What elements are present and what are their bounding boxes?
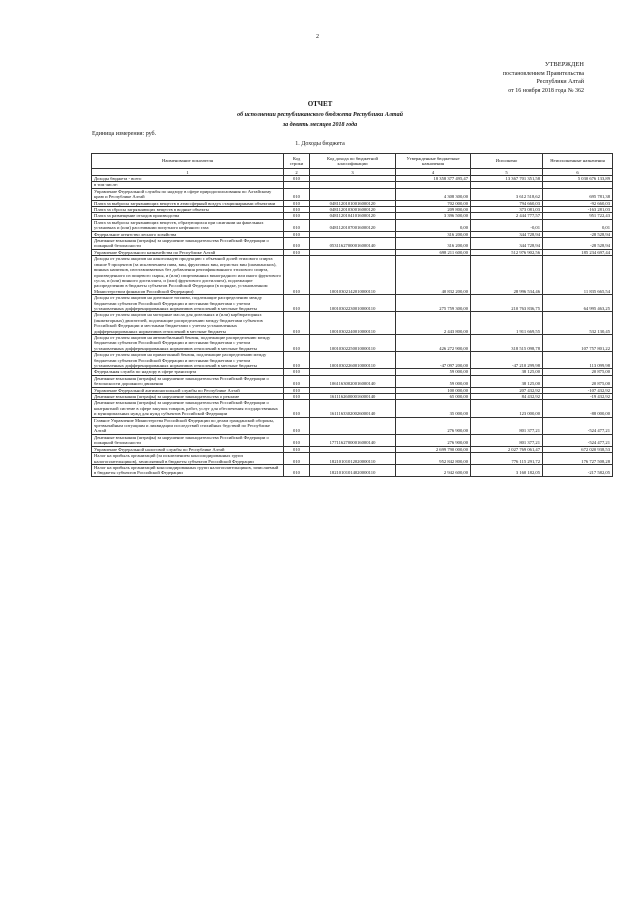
section-heading: 1. Доходы бюджета [295, 141, 345, 147]
approval-line: постановлением Правительства [502, 70, 584, 77]
row-name: Плата за выбросы загрязняющих веществ, образующихся при сжигании на факельных установках и (или) рассеивании попутного нефтяного газа [92, 219, 284, 231]
row-kbk: 10611630020016000140 [310, 375, 396, 387]
row-code: 010 [284, 312, 310, 335]
row-remaining: 185 234 697,44 [543, 249, 613, 255]
row-remaining: -88 000,00 [543, 400, 613, 417]
row-kbk: 04811201010016000120 [310, 200, 396, 206]
row-name: Федеральная служба по надзору в сфере транспорта [92, 369, 284, 375]
row-code: 010 [284, 394, 310, 400]
table-row [92, 375, 613, 387]
row-executed: 2 444 777,57 [471, 213, 543, 219]
table-row [92, 334, 613, 351]
row-remaining: 672 020 938,53 [543, 446, 613, 452]
row-remaining: 20 875,00 [543, 369, 613, 375]
row-approved: 276 900,00 [396, 434, 471, 446]
column-header: Исполнено [471, 154, 543, 169]
row-approved: 4 308 300,00 [396, 188, 471, 200]
row-executed: 801 377,21 [471, 417, 543, 434]
row-executed: 123 000,00 [471, 400, 543, 417]
table-row [92, 188, 613, 200]
row-executed: 38 125,00 [471, 375, 543, 387]
column-number: 5 [471, 169, 543, 176]
row-approved: 276 900,00 [396, 417, 471, 434]
row-name: в том числе: [92, 182, 284, 188]
row-executed: 373 081,03 [471, 207, 543, 213]
row-remaining: 176 727 508,28 [543, 453, 613, 465]
row-remaining: 695 781,38 [543, 188, 613, 200]
row-name: Доходы от уплаты акцизов на дизельное топливо, подлежащие распределению между бюджетами субъектов Российской Федерации и местными бюджетами с учетом установленных дифференцированных нормативов отчислений в местные бюджеты [92, 295, 284, 312]
row-kbk: 17711627000016000140 [310, 434, 396, 446]
row-executed: 84 432,92 [471, 394, 543, 400]
row-code: 010 [284, 464, 310, 476]
row-remaining: 113 099,98 [543, 352, 613, 369]
row-kbk: 04811201041016000120 [310, 213, 396, 219]
report-subtitle: об исполнении республиканского бюджета Республики Алтай [237, 112, 403, 118]
report-title: ОТЧЕТ [307, 100, 333, 108]
row-code: 010 [284, 400, 310, 417]
row-approved: 698 211 600,00 [396, 249, 471, 255]
column-number: 1 [92, 169, 284, 176]
row-executed: 801 377,21 [471, 434, 543, 446]
row-code: 010 [284, 369, 310, 375]
row-kbk: 10010302230010000110 [310, 295, 396, 312]
row-kbk: 10010302142010000110 [310, 256, 396, 295]
row-executed: 3 160 182,05 [471, 464, 543, 476]
row-name: Доходы от уплаты акцизов на моторные масла для дизельных и (или) карбюраторных (инжекторных) двигателей, подлежащие распределению между бюджетами субъектов Российской Федерации и местными бюджетами с учетом установленных дифференцированных нормативов отчислений в местные бюджеты [92, 312, 284, 335]
row-executed: -0,01 [471, 219, 543, 231]
row-name: Главное Управление Министерства Российской Федерации по делам гражданской обороны, чрезвычайным ситуациям и ликвидации последствий стихийных бедствий по Республике Алтай [92, 417, 284, 434]
column-header: Наименование показателя [92, 154, 284, 169]
row-kbk: 10010302250010000110 [310, 334, 396, 351]
row-approved: 426 272 900,00 [396, 334, 471, 351]
row-approved: 65 000,00 [396, 394, 471, 400]
row-approved: 40 832 200,00 [396, 256, 471, 295]
row-approved: 209 800,00 [396, 207, 471, 213]
row-code: 010 [284, 207, 310, 213]
table-row [92, 352, 613, 369]
row-code: 010 [284, 295, 310, 312]
table-row [92, 256, 613, 295]
row-executed: -47 210 299,98 [471, 352, 543, 369]
row-code: 010 [284, 200, 310, 206]
row-remaining: 532 130,45 [543, 312, 613, 335]
table-row [92, 400, 613, 417]
row-approved: 100 000,00 [396, 387, 471, 393]
row-name: Плата за размещение отходов производства [92, 213, 284, 219]
table-row [92, 453, 613, 465]
row-executed: 28 996 534,46 [471, 256, 543, 295]
row-code: 010 [284, 231, 310, 237]
row-remaining: 951 722,43 [543, 213, 613, 219]
column-header: Код строки [284, 154, 310, 169]
row-remaining: -19 432,92 [543, 394, 613, 400]
column-header: Код дохода по бюджетной классификации [310, 154, 396, 169]
row-code: 010 [284, 352, 310, 369]
row-code: 010 [284, 375, 310, 387]
row-remaining: -28 528,94 [543, 238, 613, 250]
row-name: Денежные взыскания (штрафы) за нарушение законодательства Российской Федерации о пожарной безопасности [92, 238, 284, 250]
table-row [92, 207, 613, 213]
column-number-row [92, 169, 613, 176]
table-body [92, 176, 613, 477]
row-approved: 952 842 800,00 [396, 453, 471, 465]
column-number: 3 [310, 169, 396, 176]
table-row [92, 213, 613, 219]
row-executed: 318 515 098,78 [471, 334, 543, 351]
row-code: 010 [284, 188, 310, 200]
row-name: Денежные взыскания (штрафы) за нарушение законодательства Российской Федерации о пожарной безопасности [92, 434, 284, 446]
row-executed: 38 125,00 [471, 369, 543, 375]
row-remaining: -92 660,03 [543, 200, 613, 206]
row-remaining: -28 528,94 [543, 231, 613, 237]
row-code: 010 [284, 176, 310, 182]
table-row [92, 434, 613, 446]
row-kbk: 10010302240010000110 [310, 312, 396, 335]
row-code: 010 [284, 256, 310, 295]
row-executed: 776 115 291,72 [471, 453, 543, 465]
row-remaining: -524 477,21 [543, 417, 613, 434]
row-approved: 3 396 500,00 [396, 213, 471, 219]
row-name: Налог на прибыль организаций (за исключением консолидированных групп налогоплательщиков), зачисляемый в бюджеты субъектов Российской Федерации [92, 453, 284, 465]
row-remaining: 0,01 [543, 219, 613, 231]
table-row [92, 417, 613, 434]
row-executed: 1 911 669,55 [471, 312, 543, 335]
row-code: 010 [284, 238, 310, 250]
row-code: 010 [284, 219, 310, 231]
row-kbk: 16111626000016000140 [310, 394, 396, 400]
column-header: Неисполненные назначения [543, 154, 613, 169]
row-kbk [310, 417, 396, 434]
approval-title: УТВЕРЖДЕН [544, 61, 584, 68]
row-approved: 275 759 300,00 [396, 295, 471, 312]
row-approved: 316 200,00 [396, 238, 471, 250]
row-executed: 2 027 769 061,47 [471, 446, 543, 452]
row-remaining: 64 995 463,25 [543, 295, 613, 312]
row-name: Управление Федеральной налоговой службы по Республике Алтай [92, 446, 284, 452]
table-row [92, 238, 613, 250]
row-kbk: 18210101014020000110 [310, 464, 396, 476]
row-code: 010 [284, 334, 310, 351]
row-approved: 59 000,00 [396, 375, 471, 387]
row-approved: 702 000,00 [396, 200, 471, 206]
row-executed: 794 660,03 [471, 200, 543, 206]
row-kbk: 18210101012020000110 [310, 453, 396, 465]
row-name: Управление Федерального казначейства по Республике Алтай [92, 249, 284, 255]
table-row [92, 394, 613, 400]
approval-line: от 16 ноября 2018 года № 362 [508, 87, 584, 94]
row-code: 010 [284, 417, 310, 434]
column-number: 6 [543, 169, 613, 176]
row-remaining: 5 030 676 133,89 [543, 176, 613, 182]
row-remaining: -524 477,21 [543, 434, 613, 446]
row-kbk: 04811201030016000120 [310, 207, 396, 213]
row-approved: 2 942 600,00 [396, 464, 471, 476]
row-kbk: 16111633020026000140 [310, 400, 396, 417]
row-remaining: 20 875,00 [543, 375, 613, 387]
row-code: 010 [284, 213, 310, 219]
row-code: 010 [284, 249, 310, 255]
row-approved: 18 358 377 495,47 [396, 176, 471, 182]
row-kbk [310, 188, 396, 200]
row-name: Денежные взыскания (штрафы) за нарушение законодательства о рекламе [92, 394, 284, 400]
row-approved: 35 000,00 [396, 400, 471, 417]
table-row [92, 464, 613, 476]
row-name: Налог на прибыль организаций консолидированных групп налогоплательщиков, зачисляемый в бюджеты субъектов Российской Федерации [92, 464, 284, 476]
row-name: Доходы бюджета - всего [92, 176, 284, 182]
table-row [92, 219, 613, 231]
row-remaining: 107 757 801,22 [543, 334, 613, 351]
row-kbk: 05311627000016000140 [310, 238, 396, 250]
row-remaining: -163 281,03 [543, 207, 613, 213]
unit-of-measure: Единица измерения: руб. [92, 131, 157, 137]
row-name: Управление Федеральной антимонопольной службы по Республике Алтай [92, 387, 284, 393]
row-name: Денежные взыскания (штрафы) за нарушение законодательства Российской Федерации о безопасности дорожного движения [92, 375, 284, 387]
column-header: Утвержденные бюджетные назначения [396, 154, 471, 169]
row-executed: 13 367 701 351,58 [471, 176, 543, 182]
approval-stamp [434, 61, 584, 95]
row-name: Доходы от уплаты акцизов на прямогонный бензин, подлежащие распределению между бюджетами субъектов Российской Федерации и местными бюджетами с учетом установленных дифференцированных нормативов отчислений в местные бюджеты [92, 352, 284, 369]
row-executed: 344 728,94 [471, 231, 543, 237]
row-approved: 316 200,00 [396, 231, 471, 237]
row-code: 010 [284, 453, 310, 465]
row-approved: -47 097 200,00 [396, 352, 471, 369]
row-approved: 2 443 800,00 [396, 312, 471, 335]
income-table [91, 153, 613, 477]
row-name: Управление Федеральной службы по надзору в сфере природопользования по Алтайскому краю и Республике Алтай [92, 188, 284, 200]
row-executed: 512 976 902,56 [471, 249, 543, 255]
row-name: Доходы от уплаты акцизов на автомобильный бензин, подлежащие распределению между бюджетами субъектов Российской Федерации и местными бюджетами с учетом установленных дифференцированных нормативов отчислений в местные бюджеты [92, 334, 284, 351]
approval-line: Республики Алтай [536, 79, 584, 85]
row-name: Доходы от уплаты акцизов на алкогольную продукцию с объемной долей этилового спирта свыше 9 процентов (за исключением пива, вин, фруктовых вин, игристых вин (шампанских), винных напитков, изготавливаемых без добавления ректификованного этилового спирта, произведенного из пищевого сырья, и (или) спиртованных виноградного или иного фруктового сусла, и (или) винного дистиллята, и (или) фруктового дистиллята), подлежащие распределению в бюджеты субъектов Российской Федерации (в порядке, установленном Министерством финансов Российской Федерации) [92, 256, 284, 295]
row-name: Плата за выбросы загрязняющих веществ в атмосферный воздух стационарными объектами [92, 200, 284, 206]
row-kbk: 10010302260010000110 [310, 352, 396, 369]
row-name: Плата за сбросы загрязняющих веществ в водные объекты [92, 207, 284, 213]
row-executed: 210 763 836,75 [471, 295, 543, 312]
table-header-row [92, 154, 613, 169]
row-approved: 59 000,00 [396, 369, 471, 375]
row-remaining: 11 835 665,54 [543, 256, 613, 295]
page-number: 2 [316, 34, 319, 40]
row-approved: 2 699 790 000,00 [396, 446, 471, 452]
row-approved: 0,00 [396, 219, 471, 231]
column-number: 2 [284, 169, 310, 176]
row-remaining: -107 432,92 [543, 387, 613, 393]
table-row [92, 312, 613, 335]
row-kbk: 04811201070016000120 [310, 219, 396, 231]
row-code: 010 [284, 446, 310, 452]
table-row [92, 200, 613, 206]
row-executed: 207 432,92 [471, 387, 543, 393]
row-code: 010 [284, 387, 310, 393]
table-row [92, 295, 613, 312]
report-period: за девять месяцев 2018 года [282, 122, 358, 128]
row-name: Денежные взыскания (штрафы) за нарушение законодательства Российской Федерации о контрактной системе в сфере закупок товаров, работ, услуг для обеспечения государственных и муниципальных нужд для нужд субъектов Российской Федерации [92, 400, 284, 417]
row-name: Федеральное агентство лесного хозяйства [92, 231, 284, 237]
row-executed: 3 612 518,62 [471, 188, 543, 200]
row-executed: 344 728,94 [471, 238, 543, 250]
row-remaining: -217 582,05 [543, 464, 613, 476]
column-number: 4 [396, 169, 471, 176]
row-code: 010 [284, 434, 310, 446]
